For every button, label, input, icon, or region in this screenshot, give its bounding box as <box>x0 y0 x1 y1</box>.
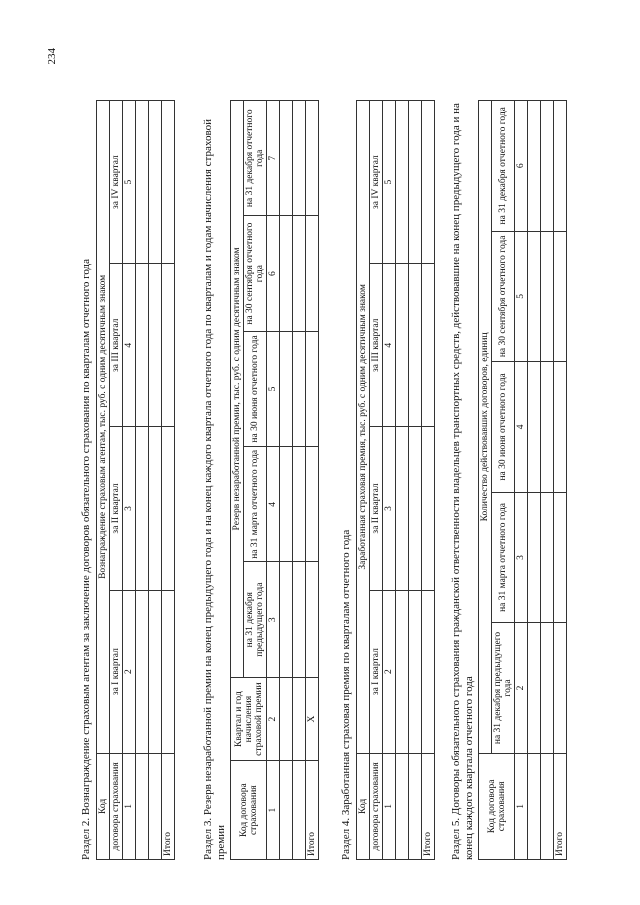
section-4 <box>340 100 435 860</box>
empty-cell <box>135 590 148 753</box>
header-group: Резерв незаработанной премии, тыс. руб. с одним десятичным знаком <box>231 100 244 677</box>
empty-cell <box>306 331 319 446</box>
empty-cell <box>280 677 293 760</box>
header-col-3: на 30 июня отчетного года <box>492 361 515 492</box>
header-col-3: за III квартал <box>109 263 122 426</box>
col-number: 5 <box>267 331 280 446</box>
section-2-table <box>96 100 175 860</box>
col-number: 1 <box>267 760 280 859</box>
empty-cell <box>395 426 408 589</box>
col-number: 3 <box>122 426 135 589</box>
empty-cell <box>293 100 306 215</box>
empty-cell <box>408 753 421 859</box>
empty-cell <box>408 100 421 263</box>
empty-cell <box>421 426 434 589</box>
empty-cell <box>528 622 541 753</box>
empty-cell <box>541 492 554 623</box>
header-col-5: на 31 декабря отчетного года <box>244 100 267 215</box>
empty-cell <box>554 622 567 753</box>
empty-cell <box>135 263 148 426</box>
empty-cell <box>161 100 174 263</box>
header-code: Код <box>96 753 109 859</box>
empty-cell <box>395 753 408 859</box>
col-number: 2 <box>122 590 135 753</box>
header-col-5: на 31 декабря отчетного года <box>492 100 515 231</box>
header-group: Вознаграждение страховым агентам, тыс. руб. с одним десятичным знаком <box>96 100 109 753</box>
col-number: 4 <box>515 361 528 492</box>
empty-cell <box>293 215 306 330</box>
empty-cell <box>541 622 554 753</box>
empty-cell <box>280 100 293 215</box>
col-number: 3 <box>382 426 395 589</box>
empty-cell <box>408 263 421 426</box>
col-number: 1 <box>122 753 135 859</box>
col-number: 1 <box>515 753 528 859</box>
empty-cell <box>528 100 541 231</box>
header-col-2: за II квартал <box>369 426 382 589</box>
empty-cell <box>280 446 293 561</box>
empty-cell <box>541 753 554 859</box>
header-col-1: на 31 декабря предыдущего года <box>244 562 267 677</box>
rotated-page <box>40 28 600 878</box>
empty-cell <box>554 100 567 231</box>
section-4-table <box>356 100 435 860</box>
empty-cell <box>528 361 541 492</box>
header-col-1: за I квартал <box>109 590 122 753</box>
empty-cell <box>554 492 567 623</box>
section-3-title: Раздел 3. Резерв незаработанной премии на конец предыдущего года и на конец каждого квартала отчетного года по кварталам и годам начисления страховой премии <box>202 118 227 860</box>
col-number: 2 <box>267 677 280 760</box>
col-number: 5 <box>122 100 135 263</box>
page-number: 234 <box>46 47 58 64</box>
col-number: 2 <box>382 590 395 753</box>
empty-cell <box>554 231 567 362</box>
col-number: 7 <box>267 100 280 215</box>
empty-cell <box>280 331 293 446</box>
empty-cell <box>395 100 408 263</box>
header-quarter: Квартал и год начисления страховой премии <box>231 677 267 760</box>
empty-cell <box>135 100 148 263</box>
empty-cell <box>293 446 306 561</box>
header-col-4: за IV квартал <box>369 100 382 263</box>
empty-cell <box>541 361 554 492</box>
header-col-2: за II квартал <box>109 426 122 589</box>
empty-cell <box>541 100 554 231</box>
section-2 <box>80 100 175 860</box>
col-number: 2 <box>515 622 528 753</box>
empty-cell <box>161 263 174 426</box>
col-number: 5 <box>515 231 528 362</box>
total-label: Итого <box>161 753 174 859</box>
header-col-3: за III квартал <box>369 263 382 426</box>
empty-cell <box>148 426 161 589</box>
empty-cell <box>421 590 434 753</box>
section-4-title: Раздел 4. Заработанная страховая премия по кварталам отчетного года <box>340 529 352 860</box>
col-number: 3 <box>267 562 280 677</box>
empty-cell <box>161 590 174 753</box>
section-5 <box>450 100 567 860</box>
total-label: Итого <box>421 753 434 859</box>
header-code-sub: договора страхования <box>109 753 122 859</box>
empty-cell <box>541 231 554 362</box>
empty-cell <box>293 562 306 677</box>
header-col-3: на 30 июня отчетного года <box>244 331 267 446</box>
empty-cell <box>306 215 319 330</box>
empty-cell <box>148 100 161 263</box>
col-number: 4 <box>382 263 395 426</box>
cross-mark: X <box>306 677 319 760</box>
empty-cell <box>148 753 161 859</box>
header-col-2: на 31 марта отчетного года <box>492 492 515 623</box>
empty-cell <box>135 426 148 589</box>
col-number: 6 <box>267 215 280 330</box>
empty-cell <box>293 760 306 859</box>
empty-cell <box>408 590 421 753</box>
col-number: 5 <box>382 100 395 263</box>
col-number: 3 <box>515 492 528 623</box>
empty-cell <box>306 562 319 677</box>
header-code: Код <box>356 753 369 859</box>
header-col-2: на 31 марта отчетного года <box>244 446 267 561</box>
empty-cell <box>395 590 408 753</box>
total-label: Итого <box>554 753 567 859</box>
header-col-4: на 30 сентября отчетного года <box>244 215 267 330</box>
header-col-1: за I квартал <box>369 590 382 753</box>
empty-cell <box>148 590 161 753</box>
header-code-sub: договора страхования <box>369 753 382 859</box>
section-5-table <box>478 100 567 860</box>
header-col-4: на 30 сентября отчетного года <box>492 231 515 362</box>
section-3 <box>202 100 319 860</box>
empty-cell <box>280 760 293 859</box>
empty-cell <box>148 263 161 426</box>
empty-cell <box>161 426 174 589</box>
header-col-1: на 31 декабря предыдущего года <box>492 622 515 753</box>
empty-cell <box>528 753 541 859</box>
empty-cell <box>280 562 293 677</box>
empty-cell <box>408 426 421 589</box>
total-label: Итого <box>306 760 319 859</box>
header-group: Заработанная страховая премия, тыс. руб. с одним десятичным знаком <box>356 100 369 753</box>
section-2-title: Раздел 2. Вознаграждение страховым агентам за заключение договоров обязательного страхования по кварталам отчетного года <box>80 258 92 860</box>
section-3-table <box>230 100 319 860</box>
col-number: 1 <box>382 753 395 859</box>
empty-cell <box>421 263 434 426</box>
empty-cell <box>293 677 306 760</box>
empty-cell <box>421 100 434 263</box>
empty-cell <box>306 100 319 215</box>
empty-cell <box>395 263 408 426</box>
header-col-4: за IV квартал <box>109 100 122 263</box>
header-code: Код договора страхования <box>231 760 267 859</box>
empty-cell <box>528 492 541 623</box>
empty-cell <box>135 753 148 859</box>
empty-cell <box>306 446 319 561</box>
empty-cell <box>280 215 293 330</box>
empty-cell <box>528 231 541 362</box>
section-5-title: Раздел 5. Договоры обязательного страхования гражданской ответственности владельцев транспортных средств, действовавшие на конец предыдущего года и на конец каждого квартала отчетного года <box>450 102 475 860</box>
header-code: Код договора страхования <box>479 753 515 859</box>
col-number: 4 <box>267 446 280 561</box>
empty-cell <box>554 361 567 492</box>
col-number: 6 <box>515 100 528 231</box>
header-group: Количество действовавших договоров, единиц <box>479 100 492 753</box>
col-number: 4 <box>122 263 135 426</box>
empty-cell <box>293 331 306 446</box>
